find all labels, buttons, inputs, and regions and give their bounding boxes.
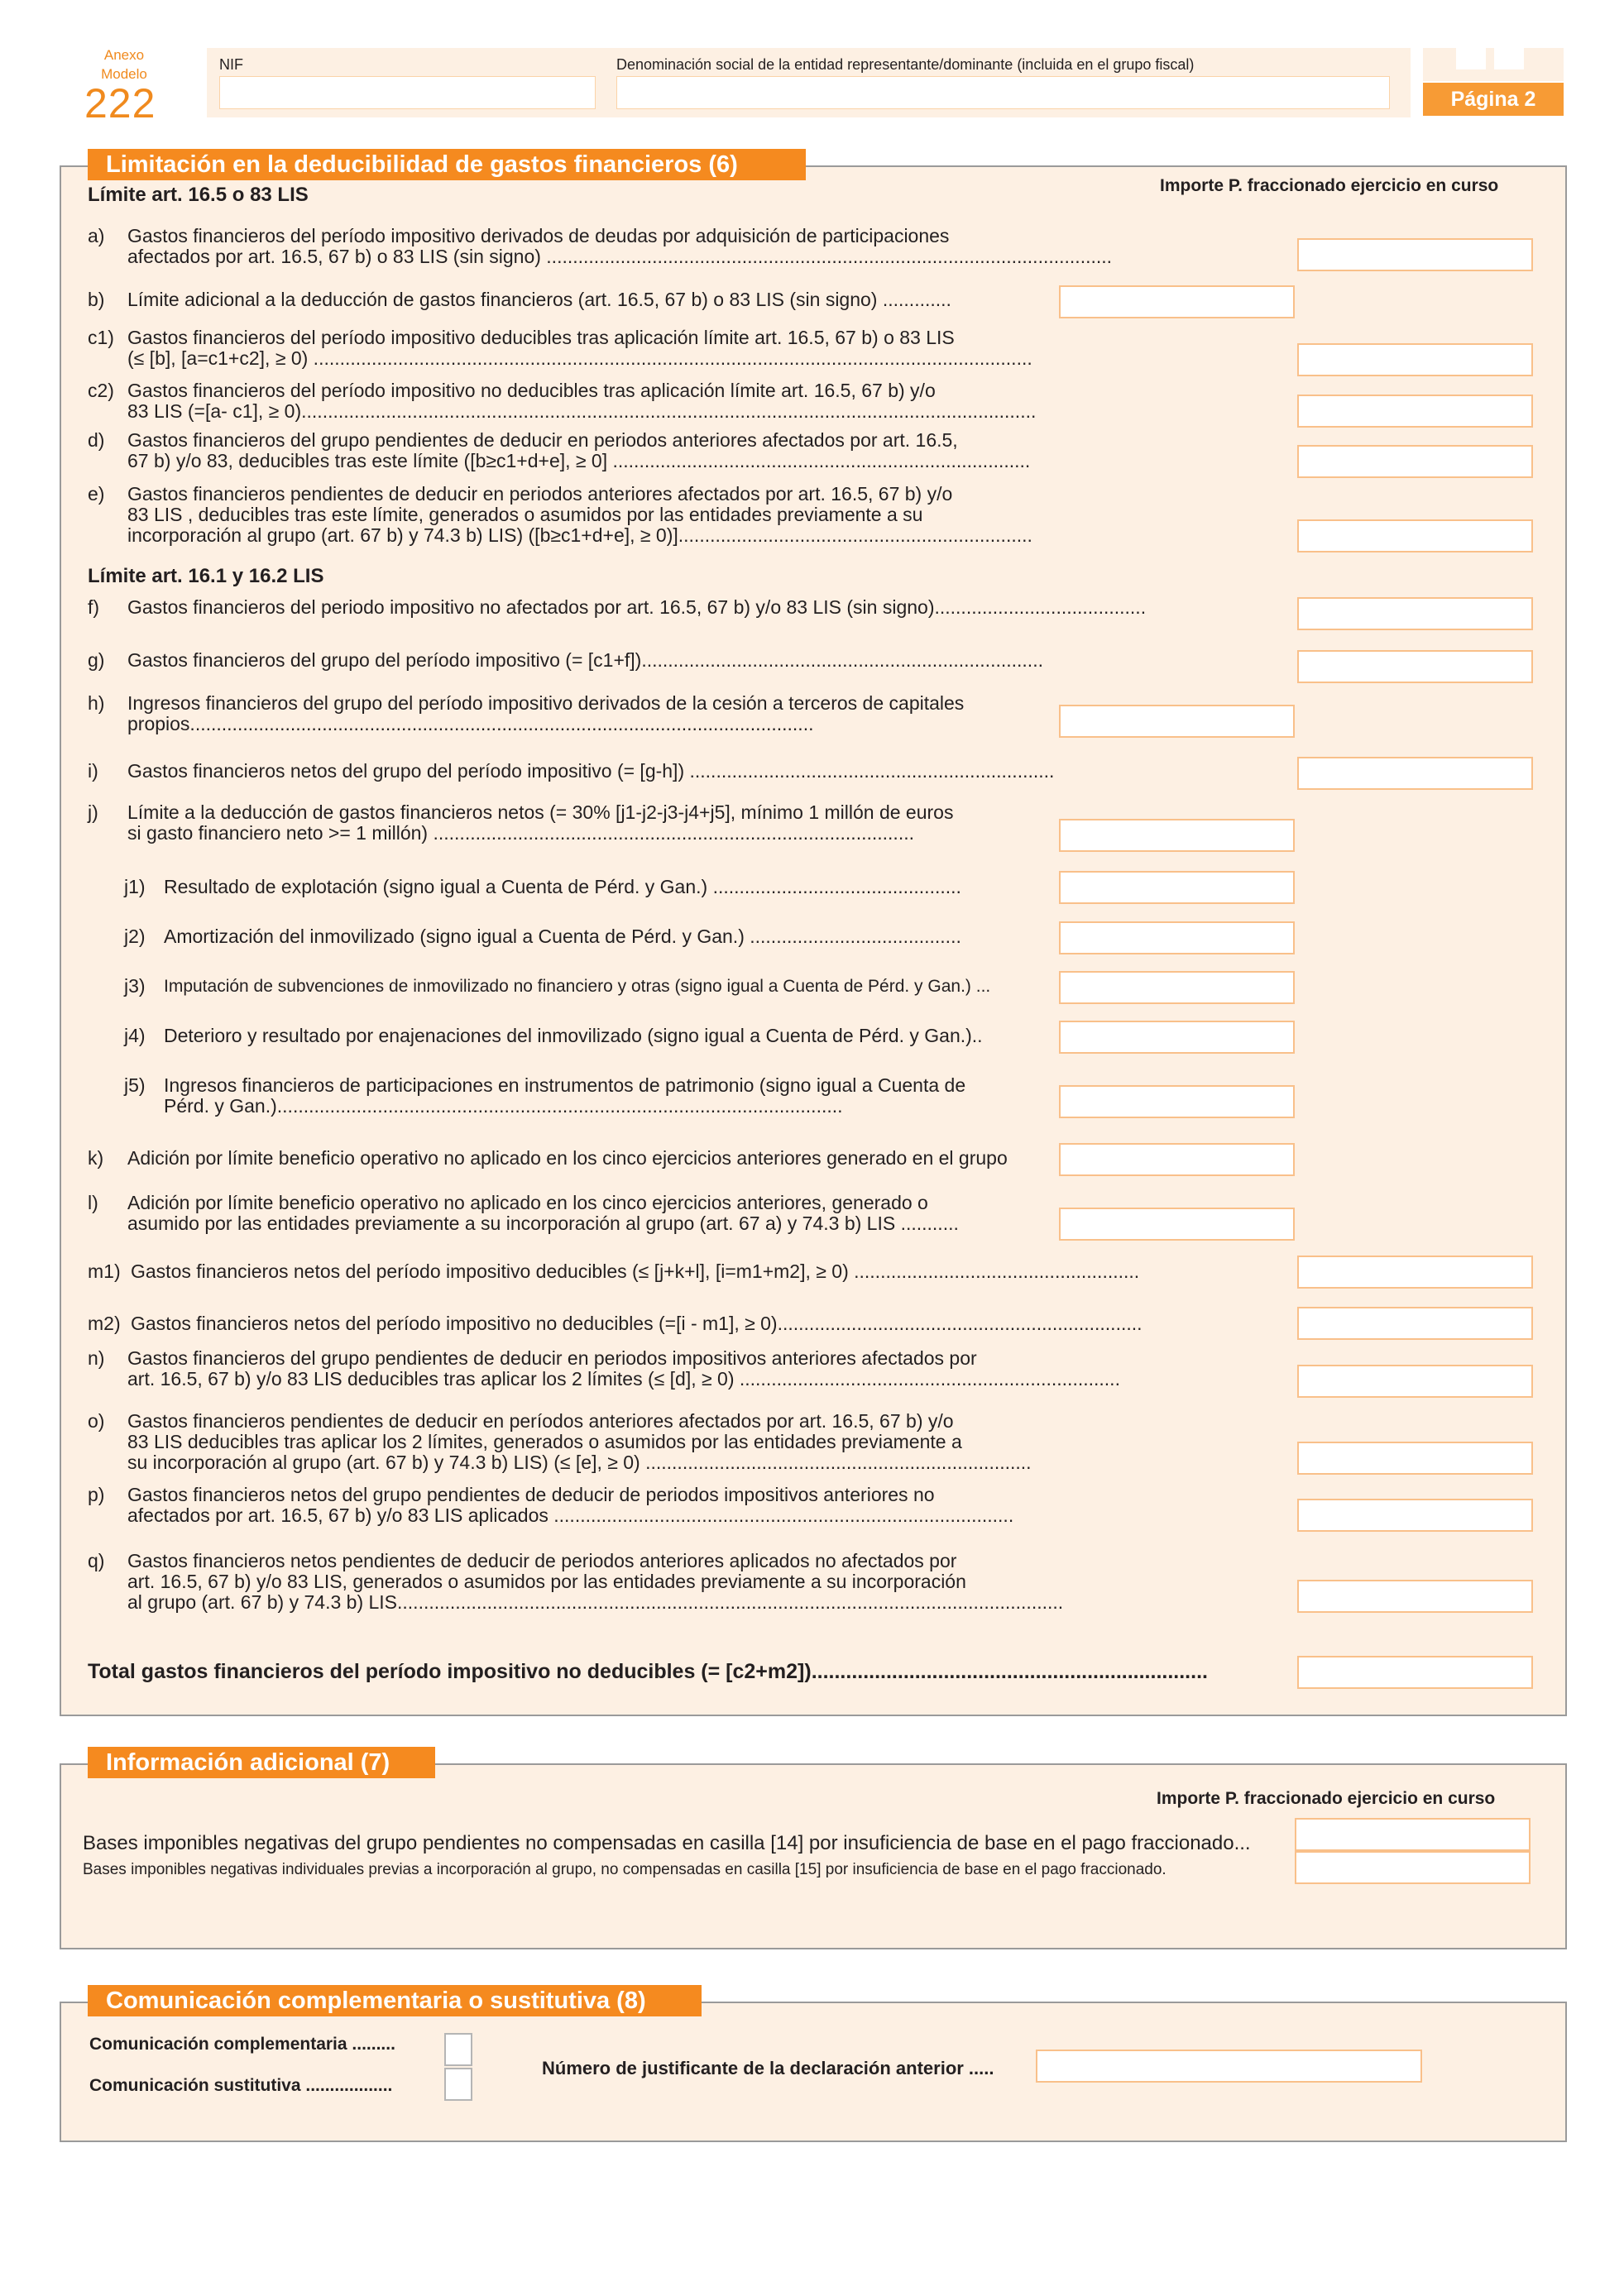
row-id: i) — [88, 760, 98, 782]
row-text-line: art. 16.5, 67 b) y/o 83 LIS deducibles tras aplicar los 2 límites (≤ [d], ≥ 0) ........................................................................ — [127, 1369, 1120, 1390]
bases-individuales-label: Bases imponibles negativas individuales previas a incorporación al grupo, no compensadas en casilla [15] por insuficiencia de base en el pago fraccionado. — [83, 1861, 1167, 1878]
field-b[interactable] — [1059, 285, 1295, 318]
row-id: n) — [88, 1347, 105, 1369]
field-i[interactable] — [1297, 757, 1533, 790]
row-id: j2) — [124, 926, 146, 947]
row-text-line: Pérd. y Gan.)........................................................................................................... — [164, 1096, 843, 1117]
row-id: b) — [88, 289, 105, 310]
row-text-line: 67 b) y/o 83, deducibles tras este límite ([b≥c1+d+e], ≥ 0] ............................................................................... — [127, 451, 1031, 471]
field-q[interactable] — [1297, 1580, 1533, 1613]
section-7-column-head: Importe P. fraccionado ejercicio en curso — [1157, 1789, 1496, 1808]
section-6-title: Limitación en la deducibilidad de gastos financieros (6) — [88, 149, 806, 180]
row-id: j) — [88, 801, 98, 823]
justificante-field[interactable] — [1036, 2050, 1422, 2083]
field-c1[interactable] — [1297, 343, 1533, 376]
row-text-line: Deterioro y resultado por enajenaciones del inmovilizado (signo igual a Cuenta de Pérd. y Gan.).. — [164, 1026, 983, 1046]
row-text-line: art. 16.5, 67 b) y/o 83 LIS, generados o asumidos por las entidades previamente a su incorporación — [127, 1571, 966, 1592]
field-o[interactable] — [1297, 1442, 1533, 1475]
field-a[interactable] — [1297, 238, 1533, 271]
row-id: p) — [88, 1484, 105, 1505]
field-c2[interactable] — [1297, 395, 1533, 428]
section-6-column-head: Importe P. fraccionado ejercicio en curso — [1160, 176, 1499, 195]
row-id: j5) — [124, 1074, 146, 1096]
row-id: l) — [88, 1192, 98, 1213]
field-l[interactable] — [1059, 1208, 1295, 1241]
row-text-line: Gastos financieros del período impositivo derivados de deudas por adquisición de participaciones — [127, 226, 950, 246]
modelo-number: 222 — [84, 80, 156, 127]
row-id: g) — [88, 649, 105, 671]
denominacion-field[interactable] — [616, 76, 1390, 109]
row-text-line: Gastos financieros netos pendientes de deducir de periodos anteriores aplicados no afectados por — [127, 1551, 957, 1571]
row-id: h) — [88, 692, 105, 714]
row-text-line: 83 LIS deducibles tras aplicar los 2 límites, generados o asumidos por las entidades previamente a — [127, 1432, 962, 1452]
row-id: o) — [88, 1410, 105, 1432]
row-text-line: incorporación al grupo (art. 67 b) y 74.3 b) LIS) ([b≥c1+d+e], ≥ 0)]................................................................... — [127, 525, 1032, 546]
row-id: k) — [88, 1147, 104, 1169]
field-j3[interactable] — [1059, 971, 1295, 1004]
row-id: e) — [88, 483, 105, 505]
row-text-line: 83 LIS , deducibles tras este límite, generados o asumidos por las entidades previamente a su — [127, 505, 923, 525]
bases-individuales-field[interactable] — [1295, 1851, 1531, 1884]
section-8-title: Comunicación complementaria o sustitutiva (8) — [88, 1985, 702, 2016]
row-id: a) — [88, 225, 105, 246]
section-6-subhead-1: Límite art. 16.5 o 83 LIS — [88, 184, 309, 206]
row-id: f) — [88, 596, 100, 618]
field-n[interactable] — [1297, 1365, 1533, 1398]
field-k[interactable] — [1059, 1143, 1295, 1176]
field-p[interactable] — [1297, 1499, 1533, 1532]
row-text-line: si gasto financiero neto >= 1 millón) ........................................................................................... — [127, 823, 914, 844]
total-field[interactable] — [1297, 1656, 1533, 1689]
row-text-line: Ingresos financieros de participaciones en instrumentos de patrimonio (signo igual a Cuenta de — [164, 1075, 966, 1096]
field-j5[interactable] — [1059, 1085, 1295, 1118]
field-d[interactable] — [1297, 445, 1533, 478]
nif-label: NIF — [219, 56, 243, 73]
row-id: j3) — [124, 975, 146, 997]
nif-field[interactable] — [219, 76, 596, 109]
row-id: j1) — [124, 876, 146, 897]
row-text-line: Gastos financieros netos del grupo pendientes de deducir de periodos impositivos anteriores no — [127, 1485, 935, 1505]
row-text-line: Adición por límite beneficio operativo no aplicado en los cinco ejercicios anteriores generado en el grupo — [127, 1148, 1008, 1169]
row-id: m1) — [88, 1260, 121, 1282]
section-6-subhead-2: Límite art. 16.1 y 16.2 LIS — [88, 565, 324, 587]
row-text-line: Gastos financieros del periodo impositivo no afectados por art. 16.5, 67 b) y/o 83 LIS (sin signo)........................................ — [127, 597, 1147, 618]
field-h[interactable] — [1059, 705, 1295, 738]
row-text-line: su incorporación al grupo (art. 67 b) y 74.3 b) LIS) (≤ [e], ≥ 0) ......................................................................... — [127, 1452, 1032, 1473]
field-m1[interactable] — [1297, 1256, 1533, 1289]
row-text-line: afectados por art. 16.5, 67 b) o 83 LIS (sin signo) ........................................................................................................... — [127, 246, 1113, 267]
row-text-line: Gastos financieros pendientes de deducir en periodos anteriores afectados por art. 16.5, 67 b) y/o — [127, 484, 953, 505]
row-id: j4) — [124, 1025, 146, 1046]
row-text-line: Imputación de subvenciones de inmovilizado no financiero y otras (signo igual a Cuenta de Pérd. y Gan.) ... — [164, 977, 991, 996]
denominacion-label: Denominación social de la entidad representante/dominante (incluida en el grupo fiscal) — [616, 56, 1195, 73]
row-text-line: (≤ [b], [a=c1+c2], ≥ 0) ........................................................................................................................................ — [127, 348, 1032, 369]
field-j2[interactable] — [1059, 921, 1295, 954]
sustitutiva-checkbox[interactable] — [444, 2068, 472, 2101]
complementaria-checkbox[interactable] — [444, 2033, 472, 2066]
row-text-line: Amortización del inmovilizado (signo igual a Cuenta de Pérd. y Gan.) ........................................ — [164, 926, 961, 947]
row-text-line: Gastos financieros netos del período impositivo deducibles (≤ [j+k+l], [i=m1+m2], ≥ 0) ...................................................... — [131, 1261, 1140, 1282]
complementaria-label: Comunicación complementaria ......... — [89, 2035, 395, 2054]
bases-grupo-label: Bases imponibles negativas del grupo pendientes no compensadas en casilla [14] por insuficiencia de base en el pago fraccionado... — [83, 1832, 1251, 1854]
field-e[interactable] — [1297, 519, 1533, 552]
row-text-line: asumido por las entidades previamente a su incorporación al grupo (art. 67 a) y 74.3 b) LIS ........... — [127, 1213, 959, 1234]
page-top-band — [1423, 48, 1564, 81]
row-text-line: Gastos financieros pendientes de deducir en períodos anteriores afectados por art. 16.5, 67 b) y/o — [127, 1411, 954, 1432]
row-text-line: Límite adicional a la deducción de gastos financieros (art. 16.5, 67 b) o 83 LIS (sin signo) ............. — [127, 289, 951, 310]
row-text-line: Gastos financieros del grupo pendientes de deducir en periodos impositivos anteriores afectados por — [127, 1348, 977, 1369]
row-text-line: Ingresos financieros del grupo del período impositivo derivados de la cesión a terceros de capitales — [127, 693, 965, 714]
row-id: c1) — [88, 327, 114, 348]
bases-grupo-field[interactable] — [1295, 1818, 1531, 1851]
modelo-label: Modelo — [101, 66, 147, 82]
total-label: Total gastos financieros del período impositivo no deducibles (= [c2+m2])..................................................................... — [88, 1660, 1208, 1683]
field-f[interactable] — [1297, 597, 1533, 630]
row-text-line: propios...................................................................................................................... — [127, 714, 814, 734]
field-j4[interactable] — [1059, 1021, 1295, 1054]
field-j[interactable] — [1059, 819, 1295, 852]
sustitutiva-label: Comunicación sustitutiva .................. — [89, 2076, 393, 2095]
row-text-line: Límite a la deducción de gastos financieros netos (= 30% [j1-j2-j3-j4+j5], mínimo 1 millón de euros — [127, 802, 954, 823]
row-text-line: afectados por art. 16.5, 67 b) y/o 83 LIS aplicados ....................................................................................... — [127, 1505, 1014, 1526]
row-id: c2) — [88, 380, 114, 401]
row-id: d) — [88, 429, 105, 451]
row-text-line: Adición por límite beneficio operativo no aplicado en los cinco ejercicios anteriores, generado o — [127, 1193, 928, 1213]
row-text-line: Gastos financieros netos del período impositivo no deducibles (=[i - m1], ≥ 0)..................................................................... — [131, 1313, 1143, 1334]
justificante-label: Número de justificante de la declaración anterior ..... — [542, 2058, 994, 2078]
row-text-line: Resultado de explotación (signo igual a Cuenta de Pérd. y Gan.) ............................................... — [164, 877, 961, 897]
row-text-line: Gastos financieros del período impositivo no deducibles tras aplicación límite art. 16.5, 67 b) y/o — [127, 380, 936, 401]
row-text-line: Gastos financieros del período impositivo deducibles tras aplicación límite art. 16.5, 67 b) o 83 LIS — [127, 328, 955, 348]
field-j1[interactable] — [1059, 871, 1295, 904]
field-m2[interactable] — [1297, 1307, 1533, 1340]
field-g[interactable] — [1297, 650, 1533, 683]
row-id: m2) — [88, 1313, 121, 1334]
section-7-title: Información adicional (7) — [88, 1747, 435, 1778]
row-text-line: Gastos financieros netos del grupo del período impositivo (= [g-h]) ..................................................................... — [127, 761, 1055, 782]
row-id: q) — [88, 1550, 105, 1571]
row-text-line: al grupo (art. 67 b) y 74.3 b) LIS.............................................................................................................................. — [127, 1592, 1064, 1613]
row-text-line: Gastos financieros del grupo del período impositivo (= [c1+f])............................................................................ — [127, 650, 1043, 671]
anexo-label: Anexo — [103, 47, 145, 63]
page-number-badge: Página 2 — [1423, 83, 1564, 116]
row-text-line: Gastos financieros del grupo pendientes de deducir en periodos anteriores afectados por art. 16.5, — [127, 430, 958, 451]
row-text-line: 83 LIS (=[a- c1], ≥ 0)........................................................................................................................................... — [127, 401, 1037, 422]
